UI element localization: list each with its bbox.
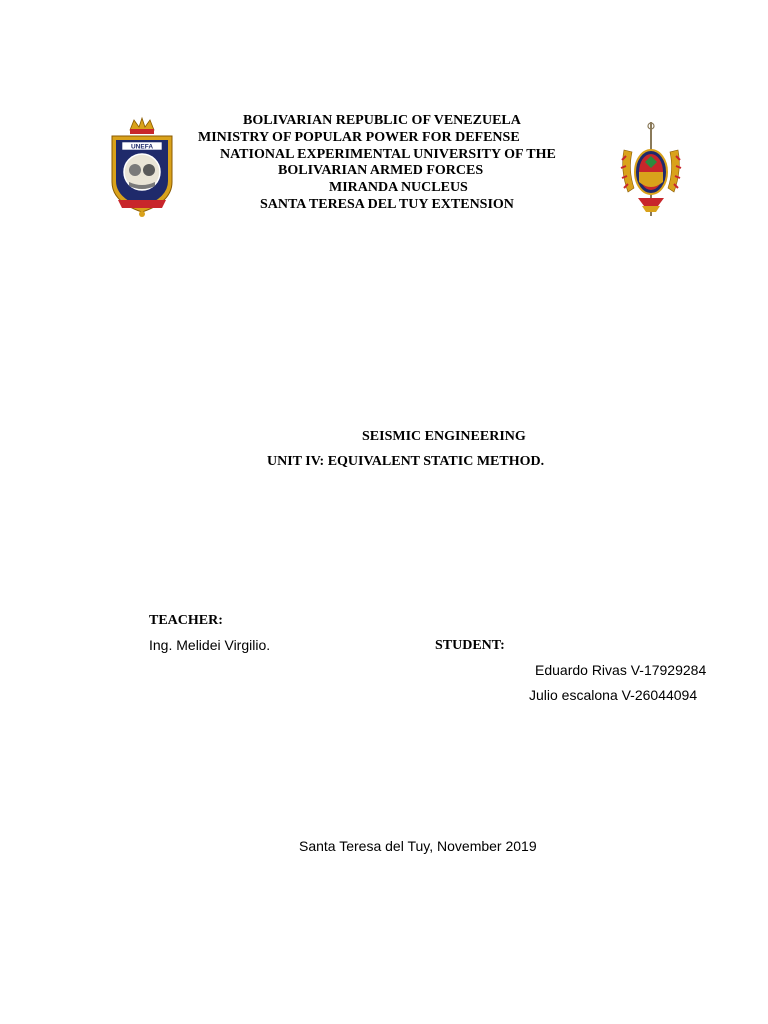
unit-title: UNIT IV: EQUIVALENT STATIC METHOD. <box>267 454 545 469</box>
place-date: Santa Teresa del Tuy, November 2019 <box>299 838 537 854</box>
teacher-label: TEACHER: <box>149 613 223 628</box>
header-line-university: NATIONAL EXPERIMENTAL UNIVERSITY OF THE <box>220 147 556 162</box>
header-line-ministry: MINISTRY OF POPULAR POWER FOR DEFENSE <box>198 130 520 145</box>
subject-title: SEISMIC ENGINEERING <box>362 429 526 444</box>
student-name: Eduardo Rivas V-17929284 <box>535 662 707 678</box>
teacher-name: Ing. Melidei Virgilio. <box>149 637 271 653</box>
header-line-country: BOLIVARIAN REPUBLIC OF VENEZUELA <box>243 113 521 128</box>
student-name: Julio escalona V-26044094 <box>529 687 698 703</box>
student-label: STUDENT: <box>435 638 505 653</box>
header-line-armed-forces: BOLIVARIAN ARMED FORCES <box>278 163 484 178</box>
seal-text: UNEFA <box>130 143 154 151</box>
header-line-extension: SANTA TERESA DEL TUY EXTENSION <box>260 197 514 212</box>
armed-forces-crest-icon <box>618 120 684 218</box>
header-line-nucleus: MIRANDA NUCLEUS <box>329 180 468 195</box>
university-seal-icon <box>108 116 176 218</box>
